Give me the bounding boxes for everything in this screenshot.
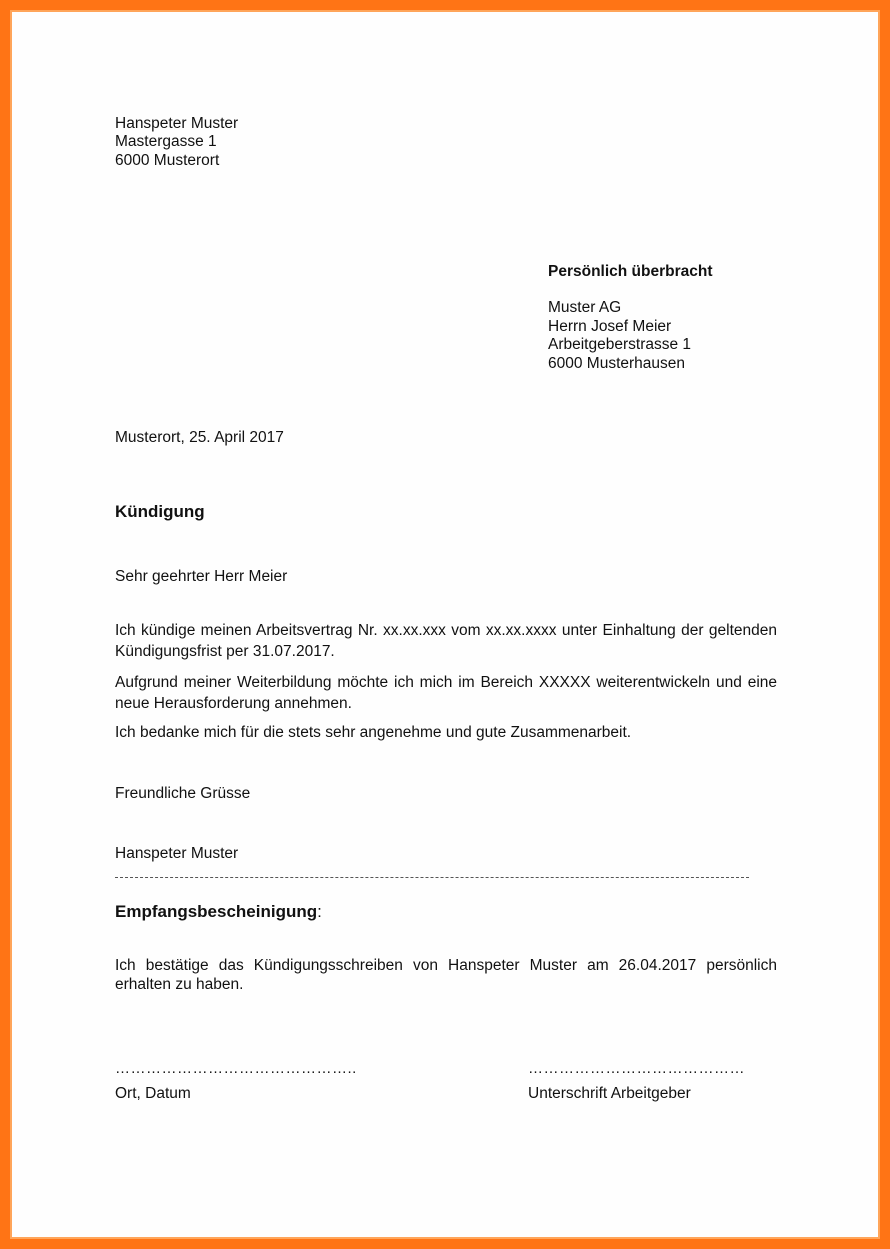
place-date: Musterort, 25. April 2017 [115,429,284,446]
place-date-label: Ort, Datum [115,1085,191,1102]
recipient-street: Arbeitgeberstrasse 1 [548,336,692,353]
subject-heading: Kündigung [115,502,205,521]
body-paragraph-1-line2: Kündigungsfrist per 31.07.2017. [115,642,335,660]
sender-city: 6000 Musterort [115,152,220,169]
receipt-title-suffix: : [317,902,322,921]
body-paragraph-1 [115,621,777,662]
body-paragraph-2-line2: neue Herausforderung annehmen. [115,694,352,712]
employer-signature-label: Unterschrift Arbeitgeber [528,1085,691,1102]
sender-street: Mastergasse 1 [115,133,217,150]
recipient-city: 6000 Musterhausen [548,355,686,372]
receipt-title [115,902,322,922]
receipt-line1: Ich bestätige das Kündigungsschreiben von Hanspeter Muster am 26.04.2017 persönlich [115,957,777,974]
body-paragraph-3 [115,723,777,744]
place-date-field[interactable]: ……………………………………….. [115,1060,357,1077]
closing: Freundliche Grüsse [115,785,251,802]
body-paragraph-2 [115,673,777,714]
receipt-title-text: Empfangsbescheinigung [115,902,318,921]
body-paragraph-1-line1: Ich kündige meinen Arbeitsvertrag Nr. xx.xx.xxx vom xx.xx.xxxx unter Einhaltung der geltenden [115,622,777,639]
receipt-line2: erhalten zu haben. [115,975,244,993]
delivery-note: Persönlich überbracht [548,263,713,280]
dashed-separator [115,877,749,878]
recipient-person: Herrn Josef Meier [548,318,672,335]
signature-name: Hanspeter Muster [115,845,239,862]
body-paragraph-2-line1: Aufgrund meiner Weiterbildung möchte ich mich im Bereich XXXXX weiterentwickeln und eine [115,674,777,691]
sender-name: Hanspeter Muster [115,115,239,132]
employer-signature-field[interactable]: …………………………………… [528,1060,745,1077]
salutation: Sehr geehrter Herr Meier [115,568,288,585]
receipt-paragraph [115,957,777,994]
body-paragraph-3-line1: Ich bedanke mich für die stets sehr angenehme und gute Zusammenarbeit. [115,724,632,741]
recipient-company: Muster AG [548,299,622,316]
